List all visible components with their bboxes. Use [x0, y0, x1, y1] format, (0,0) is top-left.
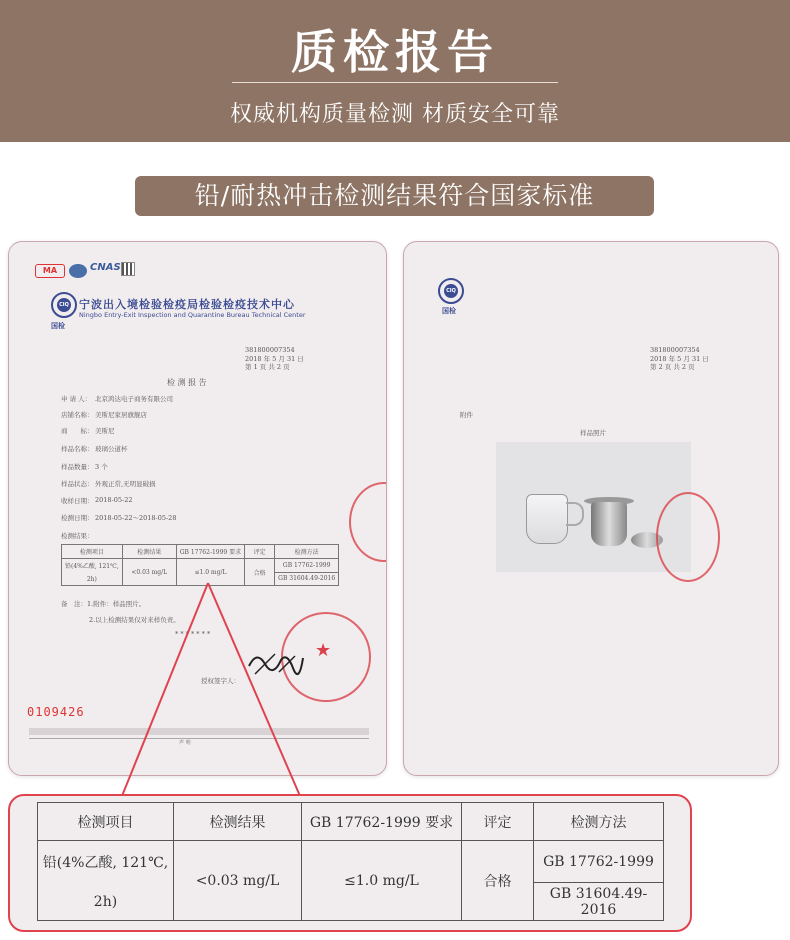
end-dots: * * * * * * * — [175, 630, 211, 638]
test-item-cell — [62, 559, 123, 586]
field-label: 样品名称： — [61, 445, 94, 453]
col-header: 检测结果 — [122, 545, 176, 559]
test-item-line2: 2h) — [86, 576, 97, 583]
title-divider — [232, 82, 558, 83]
field-value: 北京鸿达电子商务有限公司 — [95, 395, 173, 403]
zoomed-results-panel — [8, 794, 692, 932]
field-value: 外观正常,无明显破损 — [95, 480, 156, 488]
method-cell: GB 17762-1999 — [275, 559, 339, 573]
test-item-line1: 铅(4%乙酸, 121℃, — [65, 563, 119, 570]
page-indicator: 第 2 页 共 2 页 — [650, 363, 695, 371]
col-header-requirement: GB 17762-1999 要求 — [302, 803, 462, 841]
col-header: GB 17762-1999 要求 — [176, 545, 244, 559]
method-cell-2: GB 31604.49-2016 — [534, 883, 664, 921]
note-line: 备 注：1.附件：样品照片。 — [61, 600, 146, 608]
signer-label: 授权签字人： — [201, 677, 240, 685]
field-value: 3 个 — [95, 463, 108, 471]
field-value: 2018-05-22 — [95, 496, 133, 504]
report-date: 2018 年 5 月 31 日 — [650, 355, 709, 363]
rating-cell: 合格 — [245, 559, 275, 586]
col-header-method: 检测方法 — [534, 803, 664, 841]
field-value: 2018-05-22～2018-05-28 — [95, 514, 177, 522]
report-date: 2018 年 5 月 31 日 — [245, 355, 304, 363]
field-value: 玻璃公道杯 — [95, 445, 128, 453]
field-label: 检测日期： — [61, 514, 94, 522]
field-value: 美斯尼 — [95, 427, 115, 435]
page-indicator: 第 1 页 共 2 页 — [245, 363, 290, 371]
requirement-cell: ≤1.0 mg/L — [176, 559, 244, 586]
photo-caption: 样品照片 — [580, 429, 606, 437]
footer-disclaimer — [29, 738, 369, 760]
col-header-rating: 评定 — [462, 803, 534, 841]
field-label: 店铺名称： — [61, 411, 94, 419]
org-name-en: Ningbo Entry-Exit Inspection and Quarantine Bureau Technical Center — [79, 311, 306, 319]
col-header-test-item: 检测项目 — [38, 803, 174, 841]
ciq-emblem-icon: CIQ — [444, 284, 458, 298]
ciq-logo — [438, 278, 464, 304]
signature-mark — [245, 646, 305, 680]
col-header: 评定 — [245, 545, 275, 559]
field-label: 收样日期： — [61, 497, 94, 505]
ciq-emblem-icon: CIQ — [57, 298, 71, 312]
glass-pitcher-image — [526, 494, 568, 544]
ilac-logo — [69, 264, 87, 278]
metal-strainer-image — [591, 502, 627, 546]
field-label: 申 请 人： — [61, 395, 92, 403]
col-header: 检测方法 — [275, 545, 339, 559]
header-banner — [0, 0, 790, 142]
field-label: 商 标： — [61, 427, 94, 435]
org-name-cn: 宁波出入境检验检疫局检验检疫技术中心 — [79, 298, 295, 311]
report-number: 381800007354 — [245, 346, 295, 354]
result-cell: <0.03 mg/L — [174, 841, 302, 921]
section-title: 铅/耐热冲击检测结果符合国家标准 — [135, 176, 654, 216]
field-label: 样品数量： — [61, 463, 94, 471]
ciq-label: 国检 — [51, 322, 65, 330]
official-seal-top — [349, 482, 387, 562]
qr-code-icon — [121, 262, 135, 276]
report-number: 381800007354 — [650, 346, 700, 354]
col-header-result: 检测结果 — [174, 803, 302, 841]
cnas-logo: CNAS — [90, 262, 121, 273]
test-item-line1: 铅(4%乙酸, 121℃, — [42, 854, 169, 871]
method-cell: GB 31604.49-2016 — [275, 572, 339, 586]
seal-star-icon: ★ — [315, 640, 332, 661]
field-label: 样品状态： — [61, 480, 94, 488]
pitcher-handle — [566, 502, 584, 526]
footer-bar — [29, 728, 369, 735]
test-item-line2: 2h) — [93, 893, 118, 910]
official-seal — [656, 492, 720, 582]
report-page-2 — [403, 241, 779, 776]
method-cell-1: GB 17762-1999 — [534, 841, 664, 883]
mini-results-table — [61, 544, 339, 586]
cma-logo: MA — [35, 264, 65, 278]
field-label: 检测结果： — [61, 532, 94, 540]
attachment-label: 附件 — [460, 411, 473, 419]
col-header: 检测项目 — [62, 545, 123, 559]
ciq-label: 国检 — [442, 307, 456, 315]
result-cell: <0.03 mg/L — [122, 559, 176, 586]
note-line: 2.以上检测结果仅对来样负责。 — [89, 616, 180, 624]
requirement-cell: ≤1.0 mg/L — [302, 841, 462, 921]
results-table — [37, 802, 664, 921]
page-title: 质检报告 — [291, 25, 499, 79]
field-value: 美斯尼家居旗舰店 — [95, 411, 147, 419]
report-page-1 — [8, 241, 387, 776]
rating-cell: 合格 — [462, 841, 534, 921]
serial-number: 0109426 — [27, 705, 85, 719]
test-item-cell — [38, 841, 174, 921]
report-heading: 检 测 报 告 — [167, 378, 207, 387]
page-subtitle: 权威机构质量检测 材质安全可靠 — [230, 102, 560, 127]
ciq-logo — [51, 292, 77, 318]
footer-heading: 声 明 — [179, 740, 191, 746]
